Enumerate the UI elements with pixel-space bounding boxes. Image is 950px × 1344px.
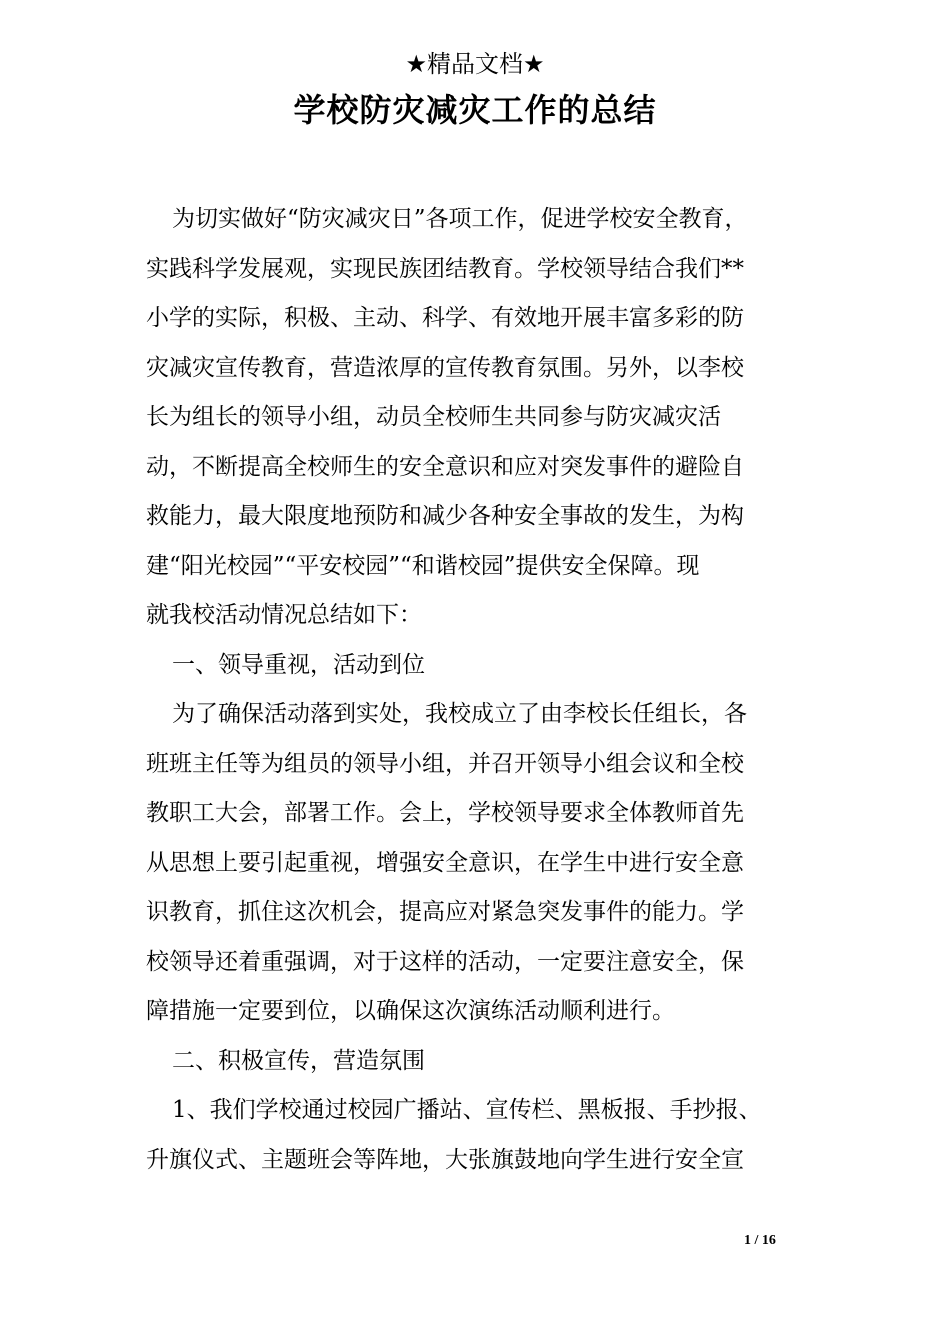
text-line: 识教育，抓住这次机会，提高应对紧急突发事件的能力。学 xyxy=(146,899,744,925)
text-line: 灾减灾宣传教育，营造浓厚的宣传教育氛围。另外，以李校 xyxy=(146,354,744,381)
text-line: 长为组长的领导小组，动员全校师生共同参与防灾减灾活 xyxy=(146,404,721,430)
text-line: 实践科学发展观，实现民族团结教育。学校领导结合我们** xyxy=(146,255,744,282)
text-line: 从思想上要引起重视，增强安全意识，在学生中进行安全意 xyxy=(146,849,744,876)
page-number: 1 / 16 xyxy=(744,1233,776,1248)
document-body xyxy=(146,195,810,1185)
section-heading: 一、领导重视，活动到位 xyxy=(172,651,425,678)
header-mark: ★精品文档★ xyxy=(405,50,545,78)
text-line: 救能力，最大限度地预防和减少各种安全事故的发生，为构 xyxy=(146,503,744,529)
text-line: 建“阳光校园”“平安校园”“和谐校园”提供安全保障。现 xyxy=(146,552,700,579)
text-line: 升旗仪式、主题班会等阵地，大张旗鼓地向学生进行安全宣 xyxy=(146,1146,744,1173)
text-line: 障措施一定要到位，以确保这次演练活动顺利进行。 xyxy=(146,998,675,1024)
text-line: 1、我们学校通过校园广播站、宣传栏、黑板报、手抄报、 xyxy=(172,1097,762,1123)
text-line: 班班主任等为组员的领导小组，并召开领导小组会议和全校 xyxy=(146,750,744,777)
document-title: 学校防灾减灾工作的总结 xyxy=(293,91,657,129)
section-heading: 二、积极宣传，营造氛围 xyxy=(172,1047,425,1074)
text-line: 教职工大会，部署工作。会上，学校领导要求全体教师首先 xyxy=(146,800,744,826)
text-line: 为了确保活动落到实处，我校成立了由李校长任组长，各 xyxy=(172,701,747,727)
text-line: 校领导还着重强调，对于这样的活动，一定要注意安全，保 xyxy=(146,948,744,975)
text-line: 小学的实际，积极、主动、科学、有效地开展丰富多彩的防 xyxy=(146,305,744,331)
text-line: 为切实做好“防灾减灾日”各项工作，促进学校安全教育， xyxy=(172,206,748,232)
text-line: 动，不断提高全校师生的安全意识和应对突发事件的避险自 xyxy=(146,453,744,480)
text-line: 就我校活动情况总结如下： xyxy=(146,602,422,628)
